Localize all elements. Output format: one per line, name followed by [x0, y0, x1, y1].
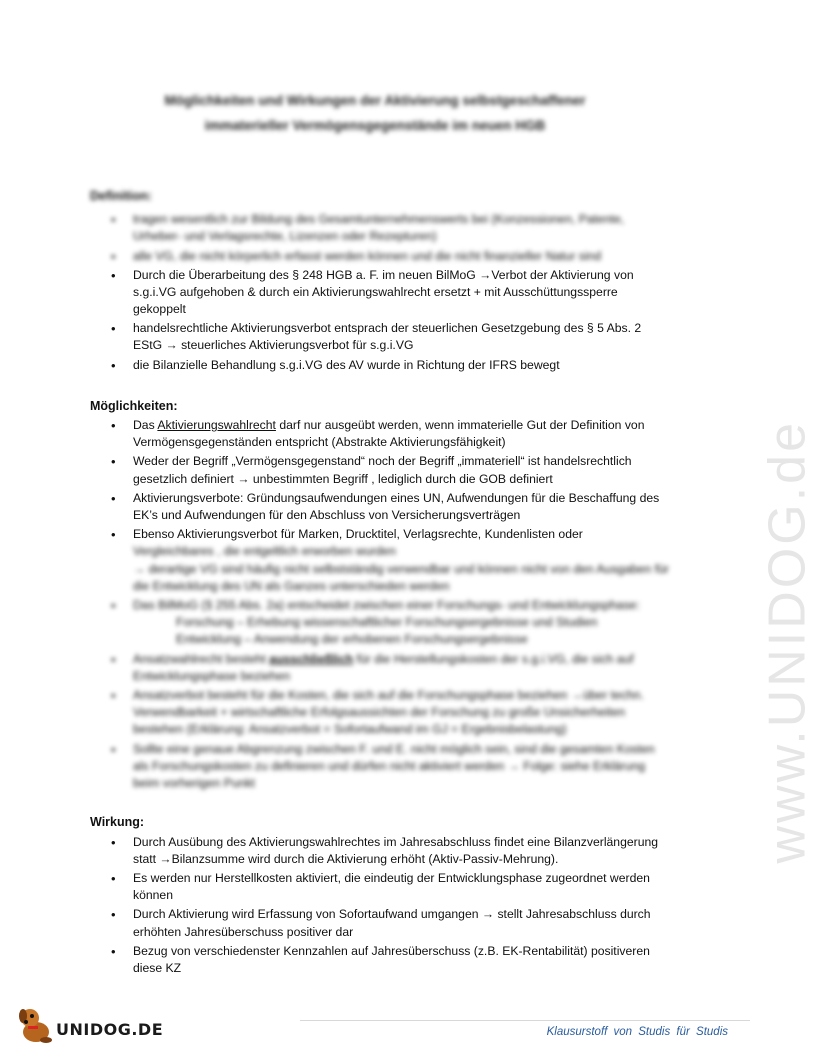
list-item: [90, 651, 670, 685]
dog-icon: [14, 1002, 58, 1046]
list-item: • Durch Ausübung des Aktivierungswahlrechtes im Jahresabschluss findet eine Bilanzverlängerung statt →Bilanzsumme wird durch die Aktivierung erhöht (Aktiv-Passiv-Mehrung).: [90, 834, 670, 868]
item-text: • Ebenso Aktivierungsverbot für Marken, Drucktitel, Verlagsrechte, Kundenlisten oder: [133, 527, 583, 542]
item-text: • Das BilMoG (§ 255 Abs. 2a) entscheidet zwischen einer Forschungs- und Entwicklungsphase:: [133, 598, 640, 613]
text-part: Ansatzwahlrecht besteht: [133, 651, 270, 666]
list-item: • Durch die Überarbeitung des § 248 HGB a. F. im neuen BilMoG →Verbot der Aktivierung von s.g.i.VG aufgehoben & durch ein Aktivierungswahlrecht ersetzt + mit Ausschüttungssperre gekoppelt: [90, 267, 670, 319]
list-item: • die Bilanzielle Behandlung s.g.i.VG des AV wurde in Richtung der IFRS bewegt: [90, 357, 670, 374]
list-item: • Durch Aktivierung wird Erfassung von Sofortaufwand umgangen → stellt Jahresabschluss durch erhöhten Jahresüberschuss positiver dar: [90, 906, 670, 940]
sub-item: Entwicklung – Anwendung der erhobenen Forschungsergebnisse: [176, 632, 528, 647]
list-item: • Ansatzverbot besteht für die Kosten, die sich auf die Forschungsphase beziehen →über techn. Verwendbarkeit + wirtschaftliche Erfolgsaussichten der Forschung zu große Unsicherheiten bestehen (Erklärung: Ansatzverbot = Sofortaufwand im GJ = Ergebnisbelastung): [90, 687, 670, 739]
watermark: www.UNIDOG.de: [759, 420, 817, 864]
list-item: • Sollte eine genaue Abgrenzung zwischen F. und E. nicht möglich sein, sind die gesamten Kosten als Forschungskosten zu definieren und dürfen nicht aktiviert werden → Folge: siehe Erklärung beim vorherigen Punkt: [90, 741, 670, 793]
underlined-term: Aktivierungswahlrecht: [157, 418, 276, 433]
list-item: • Aktivierungsverbote: Gründungsaufwendungen eines UN, Aufwendungen für die Beschaffung des EK’s und Aufwendungen für den Abschluss von Versicherungsverträgen: [90, 490, 670, 524]
item-arrow-text: → derartige VG sind häufig nicht selbstständig verwendbar und können nicht von den Ausgaben für die Entwicklung des UN als Ganzes unterschieden werden: [133, 561, 669, 593]
text-part: für die Herstellungskosten der s.g.i.VG, die sich auf Entwicklungsphase beziehen: [133, 651, 634, 683]
moeglichkeiten-list: [90, 417, 670, 792]
logo-text: UNIDOG.DE: [56, 1020, 164, 1039]
unidog-logo[interactable]: [14, 1000, 214, 1050]
underlined-term: ausschließlich: [269, 651, 354, 666]
title-line-2: immaterieller Vermögensgegenstände im neuen HGB: [204, 118, 546, 133]
footer-divider: [300, 1020, 750, 1021]
list-item: • alle VG, die nicht körperlich erfasst werden können und die nicht finanzieller Natur sind: [90, 248, 670, 265]
sub-item: Forschung – Erhebung wissenschaftlicher Forschungsergebnisse und Studien: [176, 615, 598, 630]
list-item: • Es werden nur Herstellkosten aktiviert, die eindeutig der Entwicklungsphase zugeordnet werden können: [90, 870, 670, 904]
item-text-blurred: Vergleichbares , die entgeltlich erworben wurden: [133, 544, 396, 559]
text-part: Das: [133, 418, 158, 433]
list-item: [90, 526, 670, 595]
wirkung-list: [90, 834, 670, 978]
title-line-1: Möglichkeiten und Wirkungen der Aktivierung selbstgeschaffener: [164, 93, 586, 108]
list-item: [90, 597, 670, 649]
wirkung-heading: Wirkung:: [90, 815, 145, 830]
list-item: • Bezug von verschiedenster Kennzahlen auf Jahresüberschuss (z.B. EK-Rentabilität) positiveren diese KZ: [90, 943, 670, 977]
list-item: [90, 417, 670, 451]
page-title: [110, 88, 640, 138]
moeglichkeiten-heading: Möglichkeiten:: [90, 398, 178, 413]
list-item: • Weder der Begriff „Vermögensgegenstand“ noch der Begriff „immateriell“ ist handelsrechtlich gesetzlich definiert → unbestimmten Begriff , lediglich durch die GOB definiert: [90, 453, 670, 487]
footer-slogan: Klausurstoff von Studis für Studis: [546, 1026, 728, 1038]
document-body: [90, 188, 670, 979]
list-item: • handelsrechtliche Aktivierungsverbot entsprach der steuerlichen Gesetzgebung des § 5 Abs. 2 EStG → steuerliches Aktivierungsverbot für s.g.i.VG: [90, 320, 670, 354]
list-item: • tragen wesentlich zur Bildung des Gesamtunternehmenswerts bei (Konzessionen, Patente, Urheber- und Verlagsrechte, Lizenzen oder Rezepturen): [90, 211, 670, 245]
definition-list: [90, 211, 670, 374]
definition-heading: Definition:: [90, 189, 152, 203]
text-part: darf nur ausgeübt werden, wenn immaterielle Gut der Definition von Vermögensgegenständen entspricht (Abstrakte Aktivierungsfähigkeit): [133, 418, 645, 450]
